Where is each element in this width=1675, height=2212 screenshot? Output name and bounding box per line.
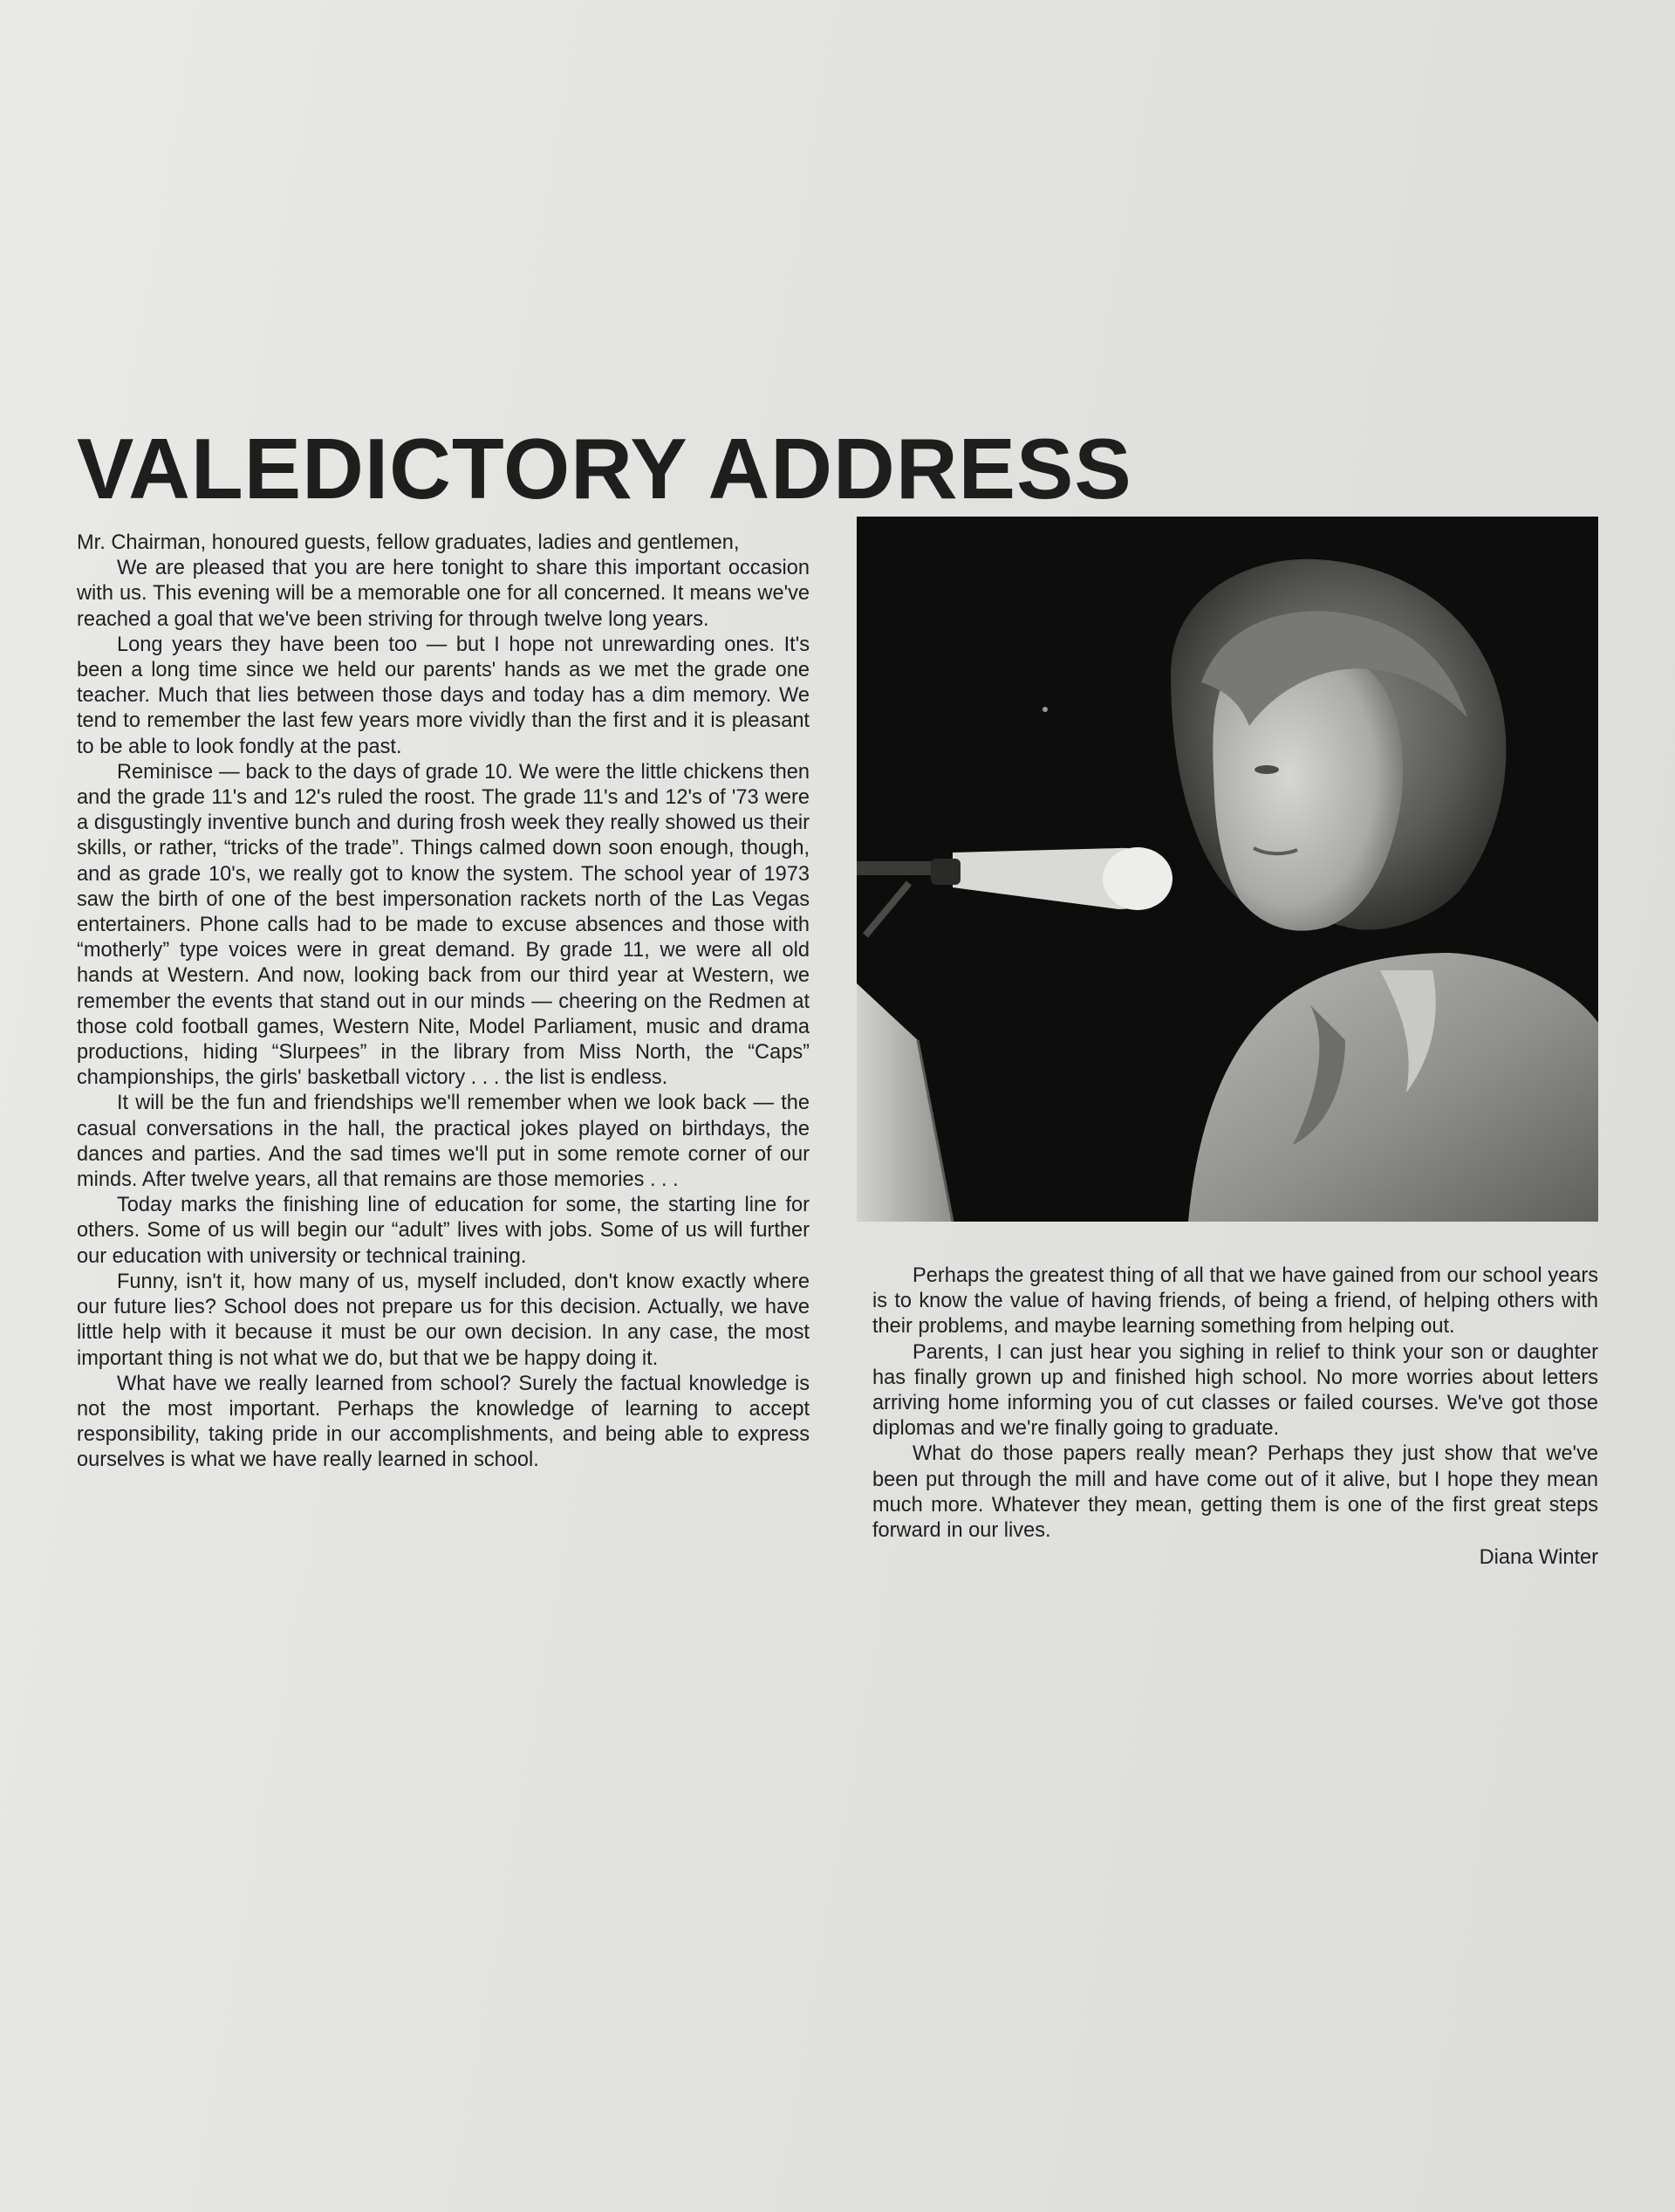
- body-paragraph: Long years they have been too — but I hope not unrewarding ones. It's been a long time since we held our parents' hands as we met the grade one teacher. Much that lies between those days and today has a dim memory. We tend to remember the last few years more vividly than the first and it is pleasant to be able to look fondly at the past.: [77, 633, 810, 758]
- salutation-paragraph: Mr. Chairman, honoured guests, fellow graduates, ladies and gentlemen,: [77, 531, 740, 554]
- body-paragraph: What do those papers really mean? Perhaps they just show that we've been put through the mill and have come out of it alive, but I hope they mean much more. Whatever they mean, getting them is one of the first great steps forward in our lives.: [872, 1442, 1598, 1543]
- speaker-photo-icon: [857, 517, 1598, 1222]
- body-paragraph: Perhaps the greatest thing of all that we have gained from our school years is to know the value of having friends, of being a friend, of helping others with their problems, and maybe learning something from helping out.: [872, 1264, 1598, 1339]
- body-paragraph: Today marks the finishing line of education for some, the starting line for others. Some of us will begin our “adult” lives with jobs. Some of us will further our education with university or technical training.: [77, 1194, 810, 1268]
- body-paragraph: Parents, I can just hear you sighing in relief to think your son or daughter has finally grown up and finished high school. No more worries about letters arriving home informing you of cut classes or failed courses. We've got those diplomas and we're finally going to graduate.: [872, 1340, 1598, 1441]
- body-paragraph: Funny, isn't it, how many of us, myself included, don't know exactly where our future lies? School does not prepare us for this decision. Actually, we have little help with it because it must be our own decision. In any case, the most important thing is not what we do, but that we be happy doing it.: [77, 1270, 810, 1370]
- body-paragraph: It will be the fun and friendships we'll remember when we look back — the casual conversations in the hall, the practical jokes played on birthdays, the dances and parties. And the sad times we'll put in some remote corner of our minds. After twelve years, all that remains are those memories . . .: [77, 1092, 810, 1192]
- body-paragraph: We are pleased that you are here tonight to share this important occasion with us. This evening will be a memorable one for all concerned. It means we've reached a goal that we've been striving for through twelve long years.: [77, 557, 810, 631]
- right-text-column: [872, 1264, 1598, 1571]
- speaker-photo: [857, 517, 1598, 1222]
- page-title: VALEDICTORY ADDRESS: [77, 421, 1132, 517]
- body-paragraph: Reminisce — back to the days of grade 10. We were the little chickens then and the grade 11's and 12's ruled the roost. The grade 11's and 12's of '73 were a disgustingly inventive bunch and during frosh week they really showed us their skills, or rather, “tricks of the trade”. Things calmed down soon enough, though, and as grade 10's, we really got to know the system. The school year of 1973 saw the birth of one of the best impersonation rackets north of the Las Vegas entertainers. Phone calls had to be made to excuse absences and those with “motherly” type voices were in great demand. By grade 11, we were all old hands at Western. And now, looking back from our third year at Western, we remember the events that stand out in our minds — cheering on the Redmen at those cold football games, Western Nite, Model Parliament, music and drama productions, hiding “Slurpees” in the library from Miss North, the “Caps” championships, the girls' basketball victory . . . the list is endless.: [77, 760, 810, 1090]
- body-paragraph: What have we really learned from school? Surely the factual knowledge is not the most important. Perhaps the knowledge of learning to accept responsibility, taking pride in our accomplishments, and being able to express ourselves is what we have really learned in school.: [77, 1372, 810, 1472]
- author-signature: Diana Winter: [1479, 1546, 1598, 1570]
- left-text-column: [77, 531, 810, 1474]
